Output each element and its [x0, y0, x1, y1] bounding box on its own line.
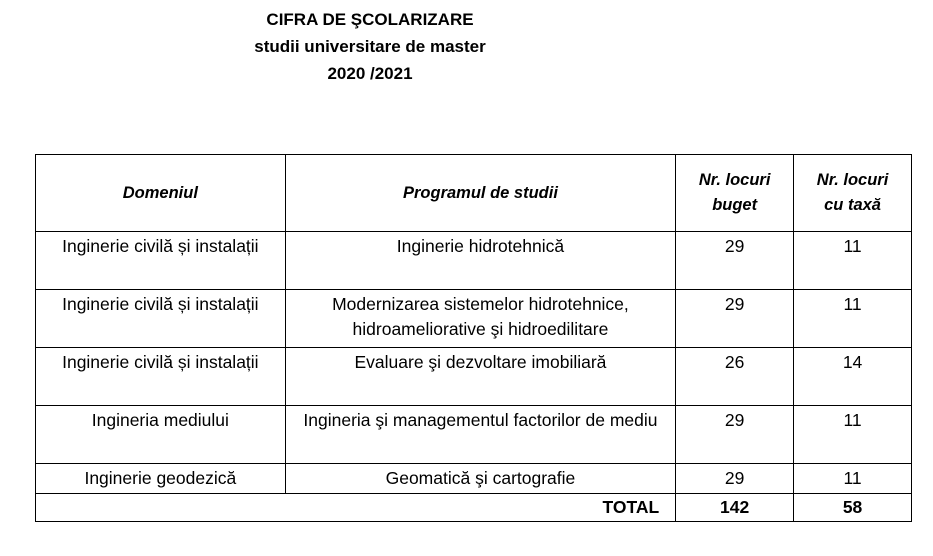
header-fee-line-2: cu taxă: [824, 196, 881, 214]
header-budget-line-2: buget: [712, 196, 758, 214]
program-cell: Ingineria şi managementul factorilor de mediu: [285, 406, 676, 464]
program-cell: Evaluare şi dezvoltare imobiliară: [285, 348, 676, 406]
program-cell: Geomatică şi cartografie: [285, 464, 676, 494]
program-cell: Inginerie hidrotehnică: [285, 232, 676, 290]
program-cell: Modernizarea sistemelor hidrotehnice, hidroameliorative şi hidroedilitare: [285, 290, 676, 348]
title-line-2: studii universitare de master: [254, 37, 486, 56]
fee-cell: 11: [794, 406, 912, 464]
domain-cell: Inginerie civilă și instalații: [36, 348, 286, 406]
fee-cell: 11: [794, 464, 912, 494]
header-budget-line-1: Nr. locuri: [698, 171, 771, 189]
table-row: [36, 348, 912, 406]
domain-cell: Ingineria mediului: [36, 406, 286, 464]
total-row: [36, 494, 912, 522]
table-header-row: [36, 155, 912, 232]
domain-cell: Inginerie geodezică: [36, 464, 286, 494]
header-budget-seats: [676, 155, 794, 232]
budget-cell: 29: [676, 290, 794, 348]
domain-cell: Inginerie civilă și instalații: [36, 232, 286, 290]
table-row: [36, 232, 912, 290]
title-line-3: 2020 /2021: [327, 64, 413, 83]
enrollment-table: [35, 154, 912, 522]
document-title: [0, 6, 740, 87]
total-budget-cell: 142: [676, 494, 794, 522]
header-fee-seats: [794, 155, 912, 232]
total-label: TOTAL: [36, 494, 676, 522]
header-fee-line-1: Nr. locuri: [816, 171, 889, 189]
title-line-1: CIFRA DE ŞCOLARIZARE: [266, 10, 474, 29]
table-row: [36, 406, 912, 464]
header-domain: Domeniul: [36, 155, 286, 232]
header-program: Programul de studii: [285, 155, 676, 232]
budget-cell: 26: [676, 348, 794, 406]
fee-cell: 11: [794, 232, 912, 290]
table-row: [36, 464, 912, 494]
fee-cell: 14: [794, 348, 912, 406]
table-row: [36, 290, 912, 348]
budget-cell: 29: [676, 464, 794, 494]
budget-cell: 29: [676, 406, 794, 464]
total-fee-cell: 58: [794, 494, 912, 522]
fee-cell: 11: [794, 290, 912, 348]
budget-cell: 29: [676, 232, 794, 290]
domain-cell: Inginerie civilă și instalații: [36, 290, 286, 348]
